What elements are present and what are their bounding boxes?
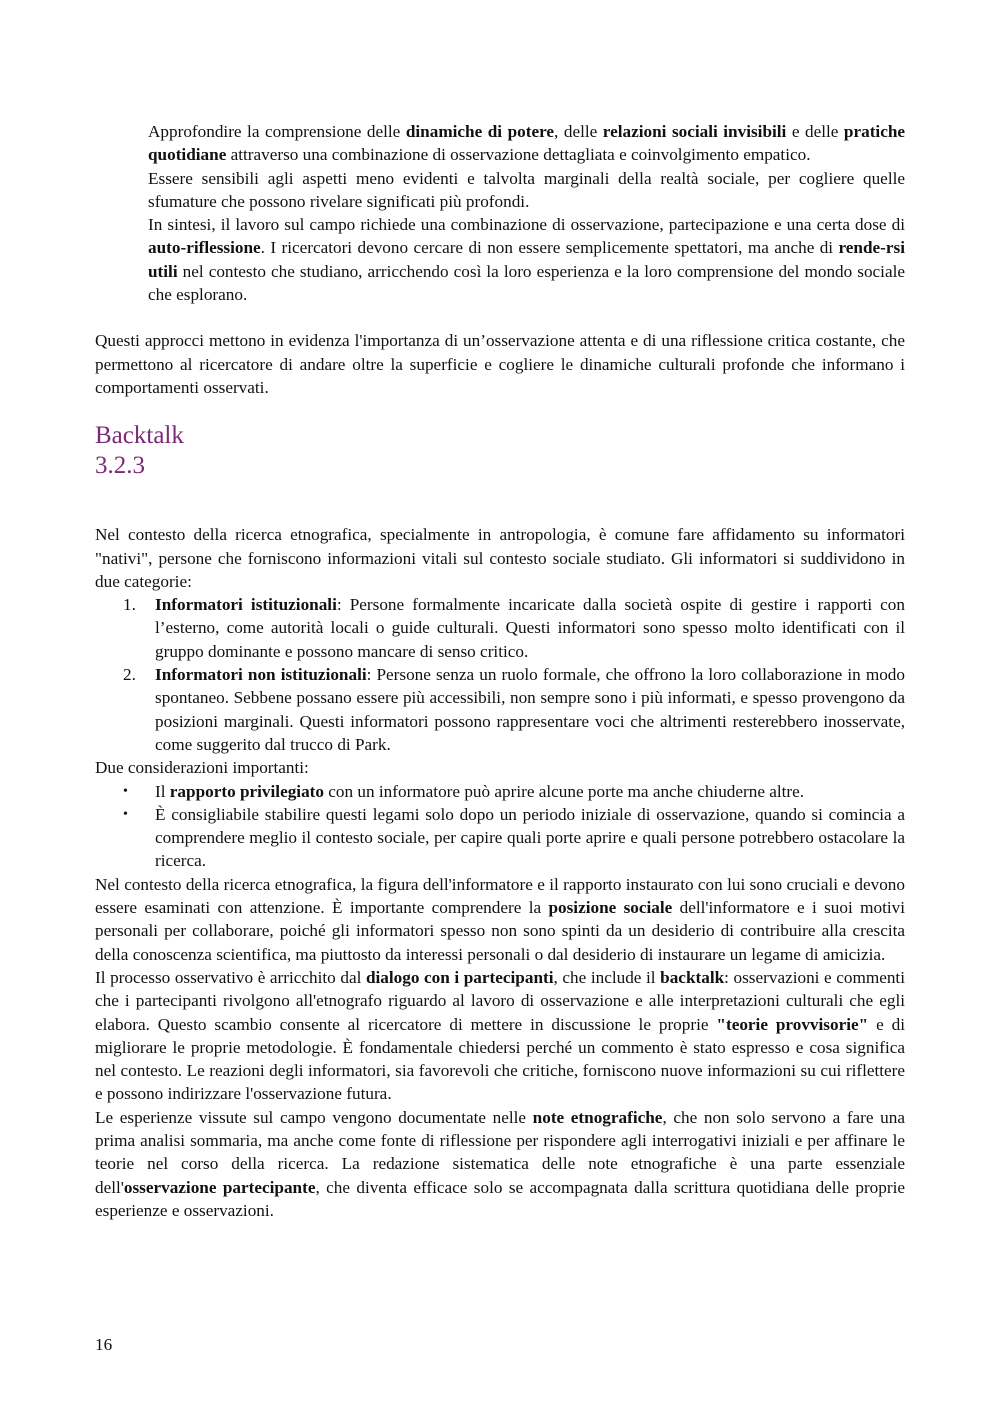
- list-item: 1. Informatori istituzionali: Persone formalmente incaricate dalla società ospite di gestire i rapporti con l’esterno, come autorità locali o guide culturali. Questi informatori sono spesso molto identificati con il gruppo dominante e possono mancare di senso critico.: [123, 595, 905, 661]
- bullet-list: [95, 780, 905, 873]
- intro-paragraph-1: Approfondire la comprensione delle dinamiche di potere, delle relazioni sociali invisibili e delle pratiche quotidiane attraverso una combinazione di osservazione dettagliata e coinvolgimento empatico.: [148, 122, 906, 165]
- list-marker: 2.: [123, 665, 136, 685]
- list-item: • Il rapporto privilegiato con un informatore può aprire alcune porte ma anche chiuderne altre.: [95, 780, 905, 803]
- bullet-icon: •: [123, 783, 128, 799]
- body-paragraph-1: Nel contesto della ricerca etnografica, specialmente in antropologia, è comune fare affidamento su informatori "nativi", persone che forniscono informazioni vitali sul contesto sociale studiato. Gli informatori si suddividono in due categorie:: [95, 525, 905, 591]
- section-title: Backtalk: [95, 422, 184, 450]
- intro-paragraph-3: In sintesi, il lavoro sul campo richiede una combinazione di osservazione, partecipazione e una certa dose di auto-riflessione. I ricercatori devono cercare di non essere semplicemente spettatori, ma anche di rende-rsi utili nel contesto che studiano, arricchendo così la loro esperienza e la loro comprensione del mondo sociale che esplorano.: [148, 215, 905, 305]
- body-paragraph-4: Il processo osservativo è arricchito dal dialogo con i partecipanti, che include il backtalk: osservazioni e commenti che i partecipanti rivolgono all'etnografo riguardo al lavoro di osservazione e alle interpretazioni culturali che egli elabora. Questo scambio consente al ricercatore di mettere in discussione le proprie "teorie provvisorie" e di migliorare le proprie metodologie. È fondamentale chiedersi perché un commento è stato espresso e cosa significa nel contesto. Le reazioni degli informatori, sia favorevoli che critiche, forniscono nuove informazioni su cui riflettere e possono indirizzare l'osservazione futura.: [95, 967, 905, 1104]
- page-content: [95, 120, 905, 1222]
- body-paragraph-5: Le esperienze vissute sul campo vengono documentate nelle note etnografiche, che non solo servono a fare una prima analisi sommaria, ma anche come fonte di riflessione per rispondere agli interrogativi iniziali e per affinare le teorie nel corso della ricerca. La redazione sistematica delle note etnografiche è una parte essenziale dell'osservazione partecipante, che diventa efficace solo se accompagnata dalla scrittura quotidiana delle proprie esperienze e osservazioni.: [95, 1107, 906, 1220]
- body-paragraph-3: Nel contesto della ricerca etnografica, la figura dell'informatore e il rapporto instaurato con lui sono cruciali e devono essere esaminati con attenzione. È importante comprendere la posizione sociale dell'informatore e i suoi motivi personali per collaborare, poiché gli informatori spesso non sono spinti da un desiderio di contribuire alla crescita della conoscenza scientifica, ma piuttosto da interessi personali o dal desiderio di instaurare un legame di amicizia.: [95, 874, 905, 964]
- intro-paragraph-2: Essere sensibili agli aspetti meno evidenti e talvolta marginali della realtà sociale, per cogliere quelle sfumature che possono rivelare significati più profondi.: [148, 168, 905, 211]
- page-number: 16: [95, 1335, 113, 1354]
- section-number: 3.2.3: [95, 452, 145, 480]
- list-marker: 1.: [123, 595, 136, 615]
- indented-block: [148, 120, 905, 306]
- intro-paragraph-4: Questi approcci mettono in evidenza l'importanza di un’osservazione attenta e di una riflessione critica costante, che permettono al ricercatore di andare oltre la superficie e cogliere le dinamiche culturali profonde che informano i comportamenti osservati.: [95, 331, 905, 397]
- body-paragraph-2: Due considerazioni importanti:: [95, 758, 309, 778]
- numbered-list: [95, 593, 905, 756]
- list-item: 2. Informatori non istituzionali: Persone senza un ruolo formale, che offrono la loro collaborazione in modo spontaneo. Sebbene possano essere più accessibili, non sempre sono i più informati, e spesso provengono da posizioni marginali. Questi informatori possono rappresentare voci che altrimenti resterebbero inosservate, come suggerito dal trucco di Park.: [123, 665, 905, 754]
- section-heading: [95, 421, 905, 481]
- bullet-icon: •: [123, 806, 128, 822]
- list-item: • È consigliabile stabilire questi legami solo dopo un periodo iniziale di osservazione, quando si comincia a comprendere meglio il contesto sociale, per capire quali porte aprire e quali persone potrebbero ostacolare la ricerca.: [123, 804, 905, 871]
